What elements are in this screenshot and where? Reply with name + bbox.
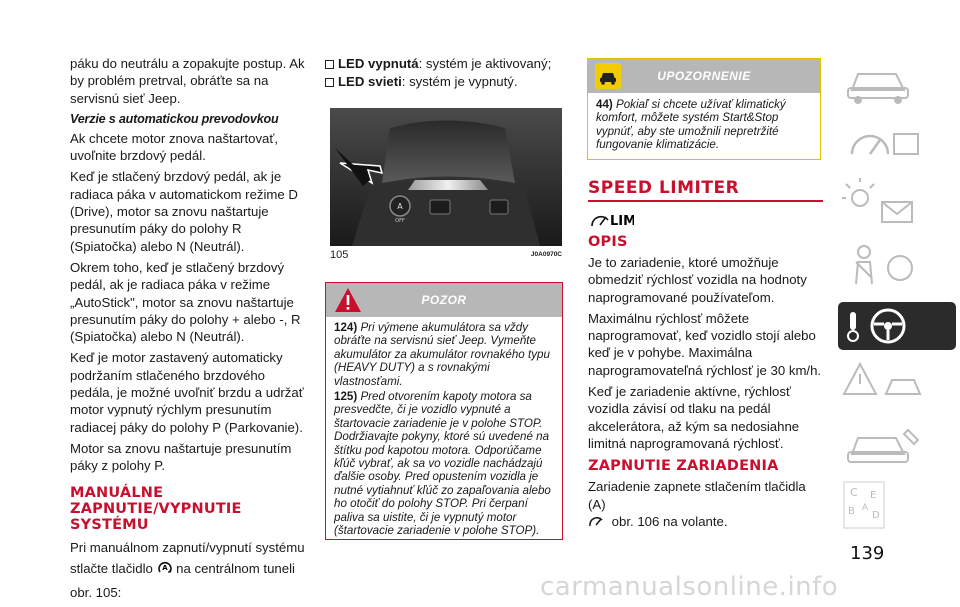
tab-dashboard[interactable] — [834, 114, 960, 174]
svg-text:A: A — [161, 563, 168, 572]
section-title-speed-limiter: SPEED LIMITER — [588, 178, 740, 198]
note-number: 124) — [334, 321, 358, 334]
chapter-tabs — [834, 52, 960, 552]
tab-safety-belt[interactable] — [834, 238, 960, 298]
checkbox-bullet-icon — [325, 60, 334, 69]
note-125 — [334, 390, 554, 537]
figure-off-label: OFF — [395, 218, 405, 224]
car-outline-icon — [834, 52, 934, 108]
note-text: Pokiaľ si chcete užívať klimatický komfort, môžete systém Start&Stop vypnúť, aby ste umožnili nepretržité fungovanie klimatizácie. — [596, 98, 786, 152]
note-number: 125) — [334, 390, 358, 404]
subheading-automatic: Verzie s automatickou prevodovkou — [70, 111, 279, 126]
svg-text:E: E — [870, 490, 877, 501]
bullet-text: : systém je vypnutý. — [401, 74, 518, 89]
warning-title: POZOR — [421, 293, 467, 307]
bullet-led-on — [325, 73, 565, 91]
bullet-label: LED vypnutá — [338, 56, 419, 71]
paragraph — [588, 478, 823, 532]
warning-triangle-outline-icon — [834, 354, 934, 410]
svg-text:D: D — [872, 510, 880, 521]
column-1 — [70, 55, 310, 607]
paragraph: Maximálnu rýchlosť môžete naprogramovať, keď vozidlo stojí alebo keď je v pohybe. Maximálna naprogramovateľná rýchlosť je 30 km/h. — [588, 310, 822, 378]
svg-text:A: A — [397, 202, 403, 211]
note-124 — [334, 321, 554, 388]
note-text: Pred otvorením kapoty motora sa presvedčte, či je vozidlo vypnuté a štartovacie zariadenie je v polohe STOP. Dodržiavajte pokyny, ktoré sú uvedené na štítku pod kapotou motora. Odporúčame kľúč vybrať, ak sa vo vozidle nachádzajú ďalšie osoby. Pred opustením vozidla je nutné vytiahnuť kľúč zo zapaľovania alebo ho otočiť do polohy STOP. Pri čerpaní paliva sa uistite, či je vypnutý motor (štartovacie zariadenie v polohe STOP). — [334, 390, 551, 538]
caution-box — [587, 58, 821, 160]
tab-safety[interactable] — [834, 176, 960, 236]
paragraph: Motor sa znovu naštartuje presunutím páky z polohy P. — [70, 440, 292, 474]
light-envelope-icon — [834, 176, 934, 232]
figure-number: 105 — [330, 249, 349, 261]
bullet-label: LED svieti — [338, 74, 402, 89]
tab-index[interactable] — [834, 478, 960, 538]
note-44 — [596, 98, 812, 152]
speed-limiter-small-icon — [588, 514, 608, 532]
warning-triangle-icon — [334, 287, 362, 326]
paragraph-part: Pri manuálnom zapnutí/vypnutí systému stlačte tlačidlo — [70, 539, 305, 576]
warning-box — [325, 282, 563, 540]
caution-body — [588, 93, 820, 152]
paragraph: Ak chcete motor znova naštartovať, uvoľnite brzdový pedál. — [70, 130, 278, 164]
paragraph: Keď je zariadenie aktívne, rýchlosť vozidla závisí od tlaku na pedál akcelerátora, až kým sa nedosiahne limitná naprogramovaná rýchlosť. — [588, 384, 800, 451]
tab-emergency[interactable] — [834, 416, 960, 476]
paragraph: Okrem toho, keď je stlačený brzdový pedál, ak je radiaca páka v režime „AutoStick", motor sa znovu naštartuje presunutím páky do polohy + alebo -, R (Spiatočka) alebo N (Neutrál). — [70, 259, 301, 345]
paragraph: Keď je stlačený brzdový pedál, ak je radiaca páka v automatickom režime D (Drive), motor sa znovu naštartuje presunutím páky do polohy R (Spiatočka) alebo N (Neutrál). — [70, 169, 298, 254]
column-3 — [588, 178, 823, 536]
alphabet-index-icon — [834, 478, 934, 534]
center-console-photo — [330, 108, 562, 246]
heading-opis: OPIS — [588, 234, 628, 250]
paragraph — [70, 537, 310, 603]
section-heading-manual: MANUÁLNE ZAPNUTIE/VYPNUTIE SYSTÉMU — [70, 484, 242, 533]
service-car-icon — [834, 416, 934, 472]
figure-105 — [330, 108, 562, 268]
paragraph: Keď je motor zastavený automaticky podržaním stlačeného brzdového pedála, je možné uvoľniť brzdu a udržať motor vypnutý rýchlym presunutím radiacej páky do polohy P (Parkovanie). — [70, 350, 304, 435]
page-number: 139 — [850, 543, 885, 564]
paragraph: Je to zariadenie, ktoré umožňuje obmedziť rýchlosť vozidla na hodnoty naprogramované používateľom. — [588, 255, 807, 305]
tab-starting-driving[interactable] — [838, 302, 956, 350]
paragraph-part: na centrálnom tuneli obr. 105: — [70, 560, 295, 600]
section-divider — [588, 200, 823, 202]
heading-zapnutie: ZAPNUTIE ZARIADENIA — [588, 458, 779, 475]
warning-body — [326, 317, 562, 538]
tab-warning-lights[interactable] — [834, 354, 960, 414]
column-2 — [325, 55, 565, 91]
bullet-text: : systém je aktivovaný; — [418, 56, 552, 71]
warning-header — [326, 283, 562, 317]
speed-limiter-icon — [588, 208, 823, 232]
figure-code: J0A0970C — [530, 251, 562, 258]
svg-text:C: C — [850, 486, 858, 499]
instrument-gauge-icon — [834, 114, 934, 170]
start-stop-icon — [157, 560, 173, 582]
svg-text:LIM: LIM — [610, 214, 634, 229]
watermark: carmanualsonline.info — [540, 572, 839, 602]
paragraph-part: Zariadenie zapnete stlačením tlačidla (A) — [588, 479, 806, 512]
svg-text:B: B — [848, 506, 855, 517]
paragraph-part: obr. 106 na volante. — [611, 513, 728, 529]
note-number: 44) — [596, 98, 613, 111]
seatbelt-airbag-icon — [834, 238, 934, 294]
intro-text: páku do neutrálu a zopakujte postup. Ak by problém pretrval, obráťte sa na servisnú sieť Jeep. — [70, 56, 305, 106]
bullet-led-off — [325, 55, 565, 73]
svg-text:A: A — [862, 503, 869, 513]
note-text: Pri výmene akumulátora sa vždy obráťte na servisnú sieť Jeep. Vymeňte akumulátor za akumulátor rovnakého typu (HEAVY DUTY) a s rovnakými vlastnosťami. — [334, 321, 550, 388]
tab-vehicle[interactable] — [834, 52, 960, 112]
caution-header — [588, 59, 820, 93]
checkbox-bullet-icon — [325, 78, 334, 87]
figure-caption — [330, 249, 562, 261]
car-skid-icon — [594, 62, 622, 103]
caution-title: UPOZORNENIE — [657, 69, 751, 83]
key-steering-wheel-icon — [838, 302, 956, 350]
